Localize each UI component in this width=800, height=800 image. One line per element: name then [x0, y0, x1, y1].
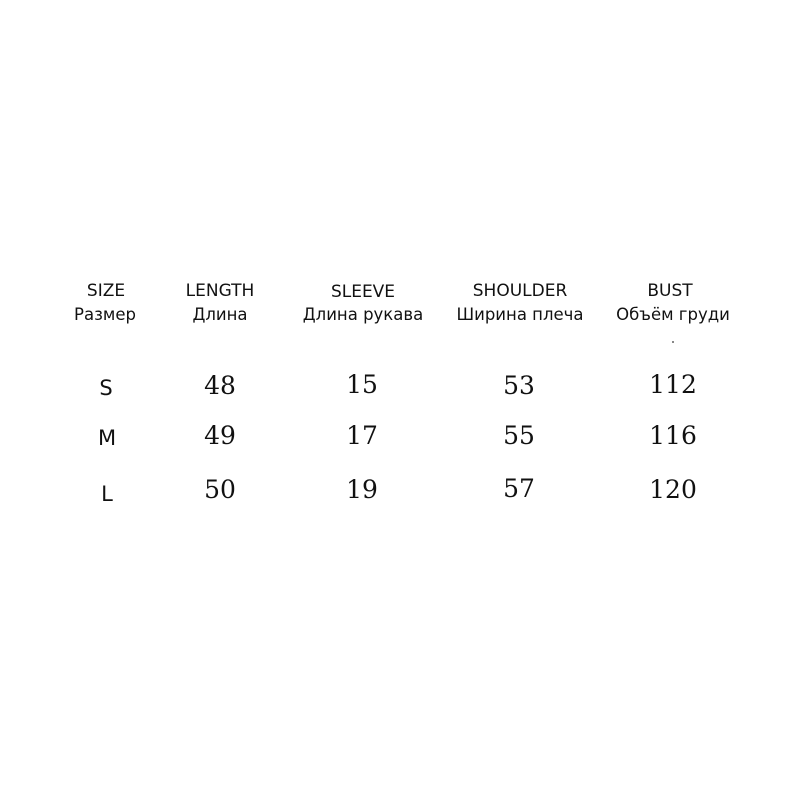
cell-shoulder-l: 57 — [503, 474, 535, 503]
cell-sleeve-m: 17 — [346, 421, 378, 450]
cell-size-s: S — [99, 376, 113, 400]
header-length-ru: Длина — [192, 305, 248, 324]
cell-shoulder-m: 55 — [503, 421, 535, 450]
header-sleeve: SLEEVE — [330, 282, 396, 302]
header-size-ru: Размер — [74, 305, 136, 324]
cell-size-l: L — [101, 482, 113, 506]
cell-sleeve-l: 19 — [346, 475, 378, 504]
cell-length-l: 50 — [204, 475, 236, 504]
header-length: LENGTH — [185, 281, 255, 301]
header-sleeve-ru: Длина рукава — [302, 305, 424, 324]
stray-mark — [672, 341, 674, 343]
header-shoulder-ru: Ширина плеча — [456, 305, 584, 324]
header-bust-ru: Объём груди — [616, 305, 730, 324]
header-size: SIZE — [86, 281, 126, 301]
cell-length-s: 48 — [204, 371, 236, 400]
cell-shoulder-s: 53 — [503, 371, 535, 400]
header-bust: BUST — [647, 281, 693, 301]
cell-size-m: M — [97, 426, 117, 450]
cell-bust-s: 112 — [649, 370, 697, 399]
cell-length-m: 49 — [204, 421, 236, 450]
header-shoulder: SHOULDER — [472, 281, 568, 301]
cell-bust-m: 116 — [649, 421, 697, 450]
cell-bust-l: 120 — [649, 475, 697, 504]
cell-sleeve-s: 15 — [346, 370, 378, 399]
